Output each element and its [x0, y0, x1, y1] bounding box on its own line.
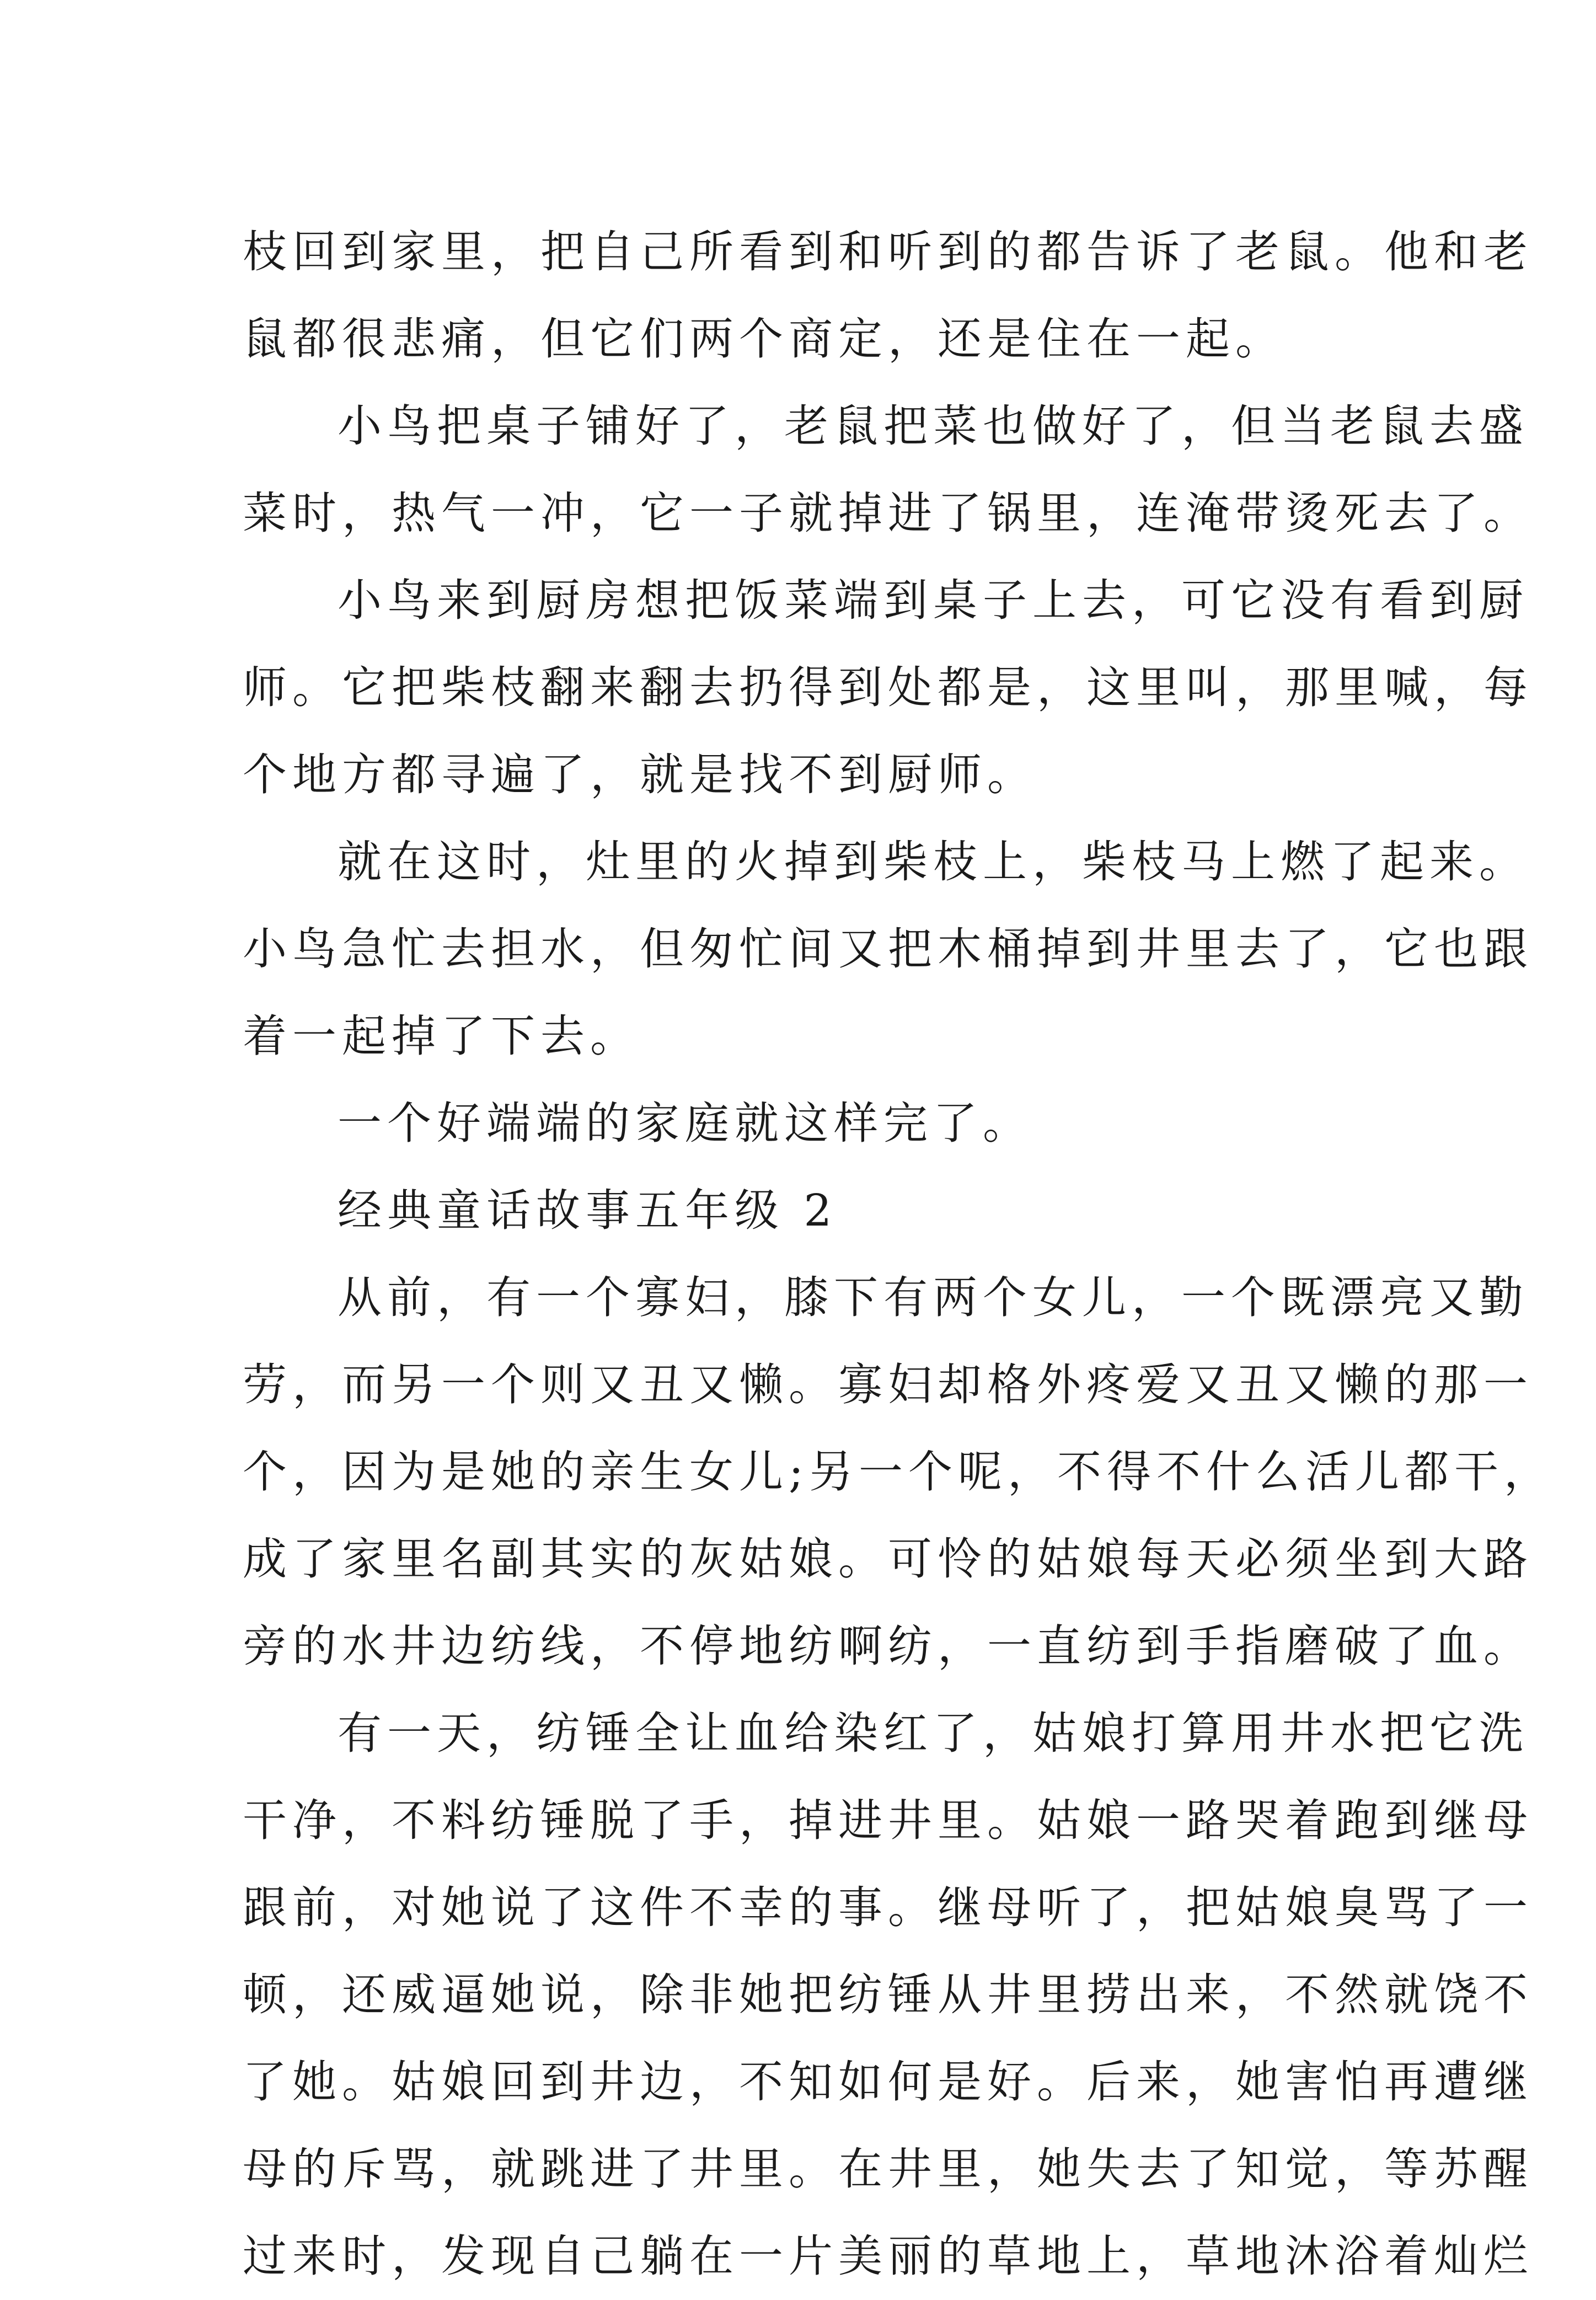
text-line: 顿，还威逼她说，除非她把纺锤从井里捞出来，不然就饶不 [243, 1969, 1533, 2020]
text-line: 师。它把柴枝翻来翻去扔得到处都是，这里叫，那里喊，每 [243, 662, 1533, 713]
text-line: 小鸟急忙去担水，但匆忙间又把木桶掉到井里去了，它也跟 [243, 923, 1533, 975]
text-line: 枝回到家里，把自己所看到和听到的都告诉了老鼠。他和老 [243, 226, 1533, 277]
paragraph-start-line: 一个好端端的家庭就这样完了。 [338, 1098, 1032, 1149]
text-line: 鼠都很悲痛，但它们两个商定，还是住在一起。 [243, 313, 1285, 365]
text-line: 成了家里名副其实的灰姑娘。可怜的姑娘每天必须坐到大路 [243, 1533, 1533, 1585]
paragraph-start-line: 从前，有一个寡妇，膝下有两个女儿，一个既漂亮又勤 [338, 1272, 1529, 1323]
text-line: 母的斥骂，就跳进了井里。在井里，她失去了知觉，等苏醒 [243, 2143, 1533, 2195]
paragraph-start-line: 小鸟把桌子铺好了，老鼠把菜也做好了，但当老鼠去盛 [338, 400, 1529, 452]
text-line: 个，因为是她的亲生女儿;另一个呢，不得不什么活儿都干， [243, 1446, 1554, 1497]
text-line: 跟前，对她说了这件不幸的事。继母听了，把姑娘臭骂了一 [243, 1882, 1533, 1933]
paragraph-start-line: 有一天，纺锤全让血给染红了，姑娘打算用井水把它洗 [338, 1708, 1529, 1759]
text-line: 着一起掉了下去。 [243, 1010, 640, 1062]
section-heading: 经典童话故事五年级 2 [338, 1185, 838, 1236]
document-body [243, 208, 1554, 2300]
text-line: 干净，不料纺锤脱了手，掉进井里。姑娘一路哭着跑到继母 [243, 1795, 1533, 1846]
text-line: 菜时，热气一冲，它一子就掉进了锅里，连淹带烫死去了。 [243, 488, 1533, 539]
paragraph-start-line: 就在这时，灶里的火掉到柴枝上，柴枝马上燃了起来。 [338, 836, 1529, 887]
text-line: 了她。姑娘回到井边，不知如何是好。后来，她害怕再遭继 [243, 2056, 1533, 2108]
text-line: 个地方都寻遍了，就是找不到厨师。 [243, 749, 1037, 800]
text-line: 劳，而另一个则又丑又懒。寡妇却格外疼爱又丑又懒的那一 [243, 1359, 1533, 1410]
text-line: 过来时，发现自己躺在一片美丽的草地上，草地沐浴着灿烂 [243, 2231, 1533, 2282]
text-line: 旁的水井边纺线，不停地纺啊纺，一直纺到手指磨破了血。 [243, 1620, 1533, 1672]
paragraph-start-line: 小鸟来到厨房想把饭菜端到桌子上去，可它没有看到厨 [338, 575, 1529, 626]
